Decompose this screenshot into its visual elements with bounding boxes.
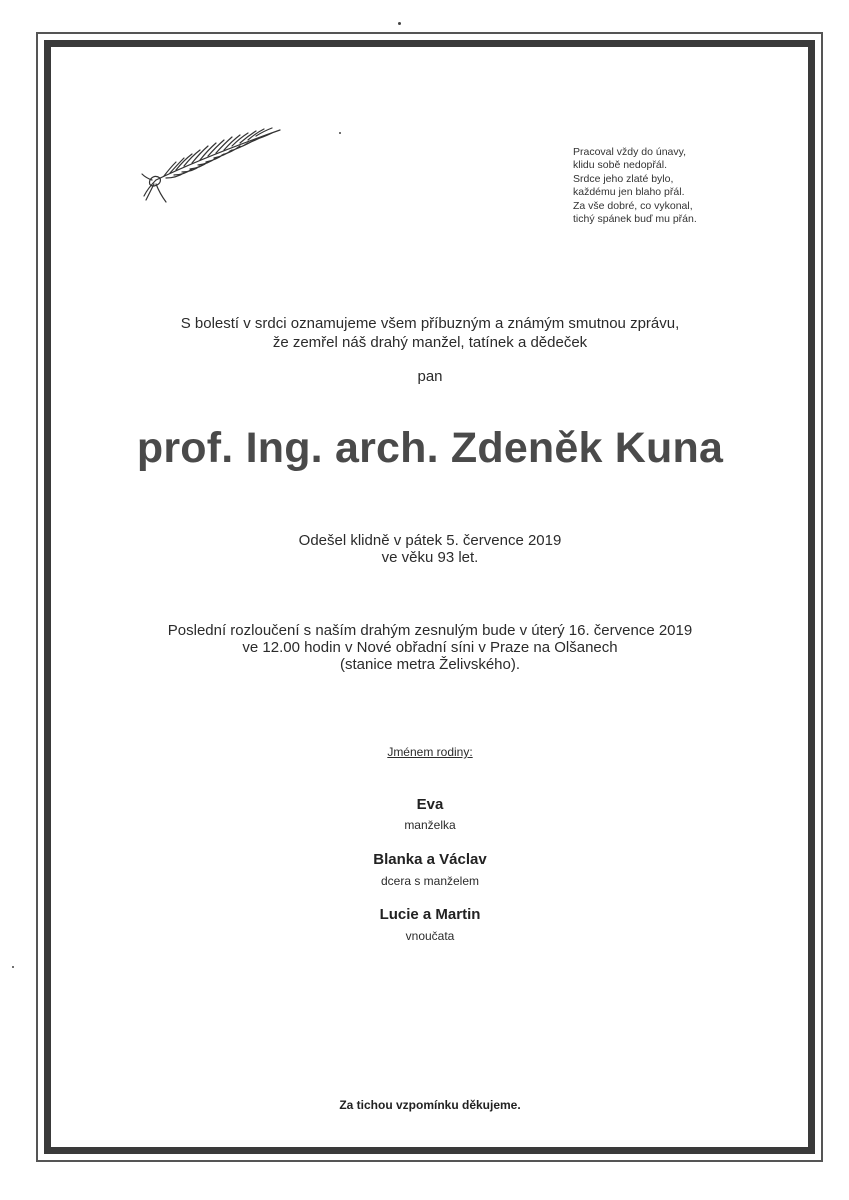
announcement-line: že zemřel náš drahý manžel, tatínek a dědeček [272,334,588,351]
funeral-date: Poslední rozloučení s naším drahým zesnulým bude v úterý 16. července 2019 [167,622,693,639]
poem-line: klidu sobě nedopřál. [573,159,667,172]
family-member-name: Eva [416,796,444,813]
funeral-place: ve 12.00 hodin v Nové obřadní síni v Praze na Olšanech [242,639,618,656]
scan-speck [398,22,401,25]
announcement-line: S bolestí v srdci oznamujeme všem příbuzným a známým smutnou zprávu, [180,315,680,332]
scan-speck [339,132,341,134]
poem-line: Pracoval vždy do únavy, [573,146,687,158]
death-info [60,532,800,566]
family-member-role: dcera s manželem [380,874,480,888]
poem-line: Za vše dobré, co vykonal, [573,199,693,212]
poem [573,146,753,226]
honorific: pan [417,368,443,385]
family-heading: Jménem rodiny: [387,745,473,759]
poem-line: Srdce jeho zlaté bylo, [573,172,674,185]
palm-branch-icon [136,118,286,210]
scan-speck [12,966,14,968]
death-age: ve věku 93 let. [381,549,479,566]
poem-line: tichý spánek buď mu přán. [573,213,697,226]
announcement-text [60,314,800,352]
family-member-name: Blanka a Václav [373,851,487,868]
family-member-role: manželka [404,818,456,832]
deceased-name: prof. Ing. arch. Zdeněk Kuna [136,424,724,472]
funeral-info [60,622,800,673]
death-date: Odešel klidně v pátek 5. července 2019 [298,532,562,549]
closing-thanks: Za tichou vzpomínku děkujeme. [339,1098,521,1112]
family-member-role: vnoučata [405,929,455,943]
poem-line: každému jen blaho přál. [573,186,685,199]
family-member-name: Lucie a Martin [379,906,481,923]
funeral-directions: (stanice metra Želivského). [339,656,521,673]
